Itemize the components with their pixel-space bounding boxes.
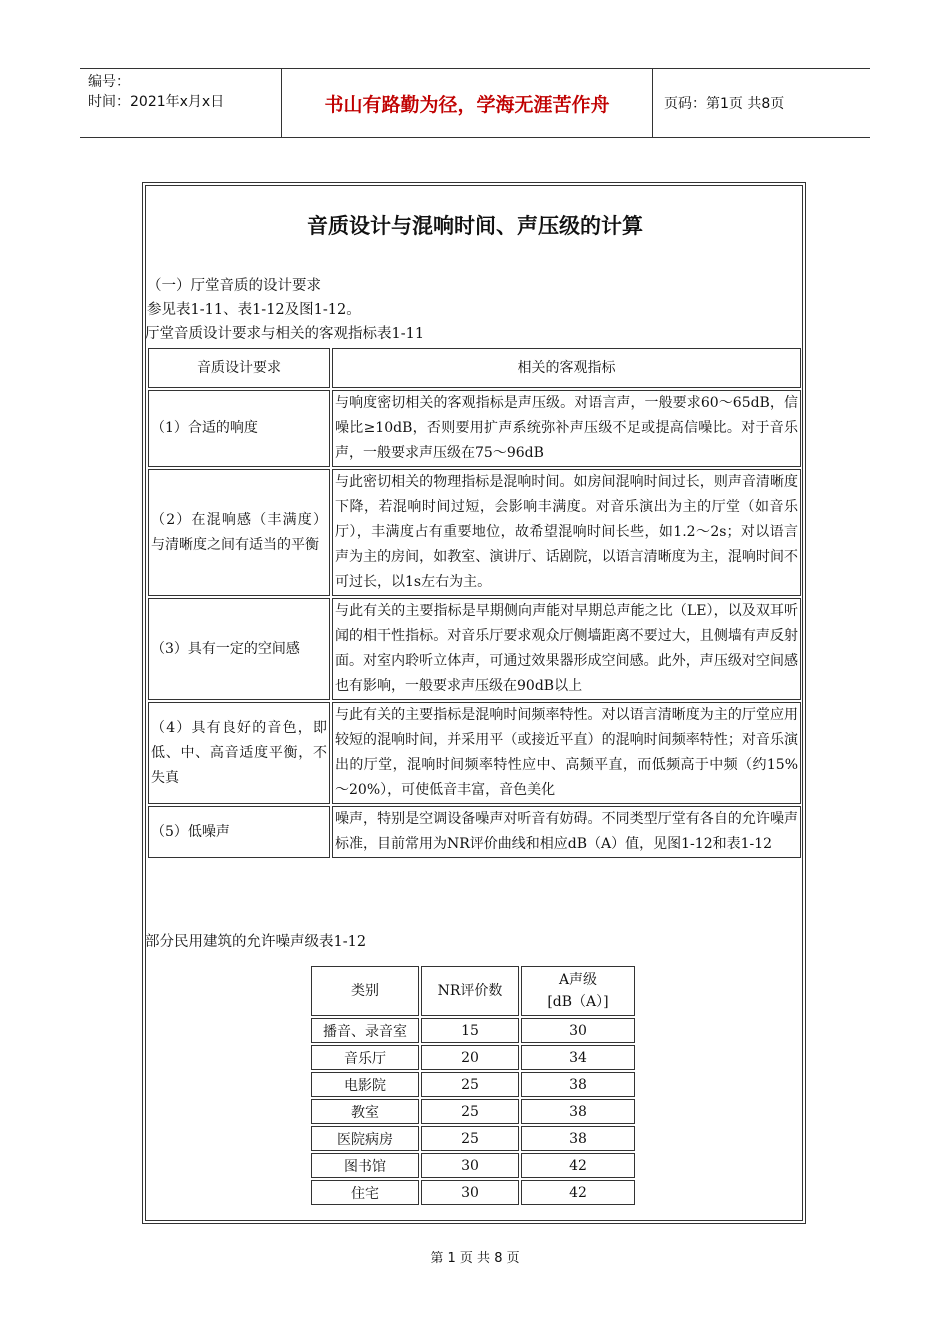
requirement-cell: （2）在混响感（丰满度）与清晰度之间有适当的平衡	[148, 469, 330, 596]
section-heading: （一）厅堂音质的设计要求	[147, 278, 321, 294]
type-cell: 医院病房	[311, 1126, 419, 1151]
indicator-cell: 与响度密切相关的客观指标是声压级。对语言声，一般要求60～65dB，信噪比≥10dB，否则要用扩声系统弥补声压级不足或提高信噪比。对于音乐声，一般要求声压级在75～96dB	[332, 390, 801, 467]
requirement-cell: （4）具有良好的音色，即低、中、高音适度平衡，不失真	[148, 702, 330, 804]
type-cell: 电影院	[311, 1072, 419, 1097]
table-row	[311, 1072, 635, 1097]
quality-requirements-table	[146, 346, 803, 860]
table-row	[148, 390, 801, 467]
a-level-cell: 42	[521, 1180, 635, 1205]
table-row	[148, 702, 801, 804]
requirement-cell: （3）具有一定的空间感	[148, 598, 330, 700]
indicator-cell: 与此有关的主要指标是混响时间频率特性。对以语言清晰度为主的厅堂应用较短的混响时间，并采用平（或接近平直）的混响时间频率特性；对音乐演出的厅堂，混响时间频率特性应中、高频平直，而低频高于中频（约15%～20%），可使低音丰富，音色美化	[332, 702, 801, 804]
nr-cell: 30	[421, 1180, 519, 1205]
type-cell: 图书馆	[311, 1153, 419, 1178]
noise-level-table	[309, 964, 637, 1207]
nr-cell: 25	[421, 1126, 519, 1151]
a-level-cell: 34	[521, 1045, 635, 1070]
page-header	[80, 68, 870, 138]
requirement-cell: （5）低噪声	[148, 806, 330, 858]
table-header-row	[311, 966, 635, 1016]
a-level-line2: [dB（A）]	[547, 994, 609, 1010]
table-row	[311, 1045, 635, 1070]
a-level-cell: 42	[521, 1153, 635, 1178]
table-row	[311, 1018, 635, 1043]
a-level-cell: 38	[521, 1072, 635, 1097]
nr-cell: 25	[421, 1072, 519, 1097]
table-row	[148, 598, 801, 700]
nr-cell: 15	[421, 1018, 519, 1043]
indicator-cell: 与此有关的主要指标是早期侧向声能对早期总声能之比（LE），以及双耳听闻的相干性指标。对音乐厅要求观众厅侧墙距离不要过大，且侧墙有声反射面。对室内聆听立体声，可通过效果器形成空间感。此外，声压级对空间感也有影响，一般要求声压级在90dB以上	[332, 598, 801, 700]
document-title: 音质设计与混响时间、声压级的计算	[307, 214, 643, 238]
table-row	[148, 469, 801, 596]
type-cell: 音乐厅	[311, 1045, 419, 1070]
header-cell-nr: NR评价数	[421, 966, 519, 1016]
header-cell-type: 类别	[311, 966, 419, 1016]
header-cell-indicator: 相关的客观指标	[332, 348, 801, 388]
nr-cell: 30	[421, 1153, 519, 1178]
header-page-info: 页码：第1页 共8页	[664, 96, 785, 112]
indicator-cell: 与此密切相关的物理指标是混响时间。如房间混响时间过长，则声音清晰度下降，若混响时间过短，会影响丰满度。对音乐演出为主的厅堂（如音乐厅），丰满度占有重要地位，故希望混响时间长些，如1.2～2s；对以语言声为主的房间，如教室、演讲厅、话剧院，以语言清晰度为主，混响时间不可过长，以1s左右为主。	[332, 469, 801, 596]
page-footer: 第 1 页 共 8 页	[430, 1251, 520, 1266]
doc-number-label: 编号：	[88, 74, 130, 90]
a-level-line1: A声级	[558, 972, 598, 988]
table2-caption: 部分民用建筑的允许噪声级表1-12	[145, 934, 367, 950]
type-cell: 住宅	[311, 1180, 419, 1205]
doc-date-label: 时间：2021年x月x日	[88, 94, 225, 110]
table1-caption: 厅堂音质设计要求与相关的客观指标表1-11	[145, 326, 425, 342]
a-level-cell: 38	[521, 1099, 635, 1124]
table-row	[311, 1099, 635, 1124]
table-row	[311, 1180, 635, 1205]
header-meta	[80, 69, 282, 137]
type-cell: 播音、录音室	[311, 1018, 419, 1043]
type-cell: 教室	[311, 1099, 419, 1124]
nr-cell: 25	[421, 1099, 519, 1124]
a-level-cell: 38	[521, 1126, 635, 1151]
table-row	[311, 1153, 635, 1178]
header-cell-a-level	[521, 966, 635, 1016]
indicator-cell: 噪声，特别是空调设备噪声对听音有妨碍。不同类型厅堂有各自的允许噪声标准，目前常用为NR评价曲线和相应dB（A）值，见图1-12和表1-12	[332, 806, 801, 858]
requirement-cell: （1）合适的响度	[148, 390, 330, 467]
header-motto: 书山有路勤为径，学海无涯苦作舟	[282, 69, 653, 137]
a-level-cell: 30	[521, 1018, 635, 1043]
header-cell-requirement: 音质设计要求	[148, 348, 330, 388]
table-row	[311, 1126, 635, 1151]
table-header-row	[148, 348, 801, 388]
nr-cell: 20	[421, 1045, 519, 1070]
reference-line: 参见表1-11、表1-12及图1-12。	[147, 302, 361, 318]
table-row	[148, 806, 801, 858]
